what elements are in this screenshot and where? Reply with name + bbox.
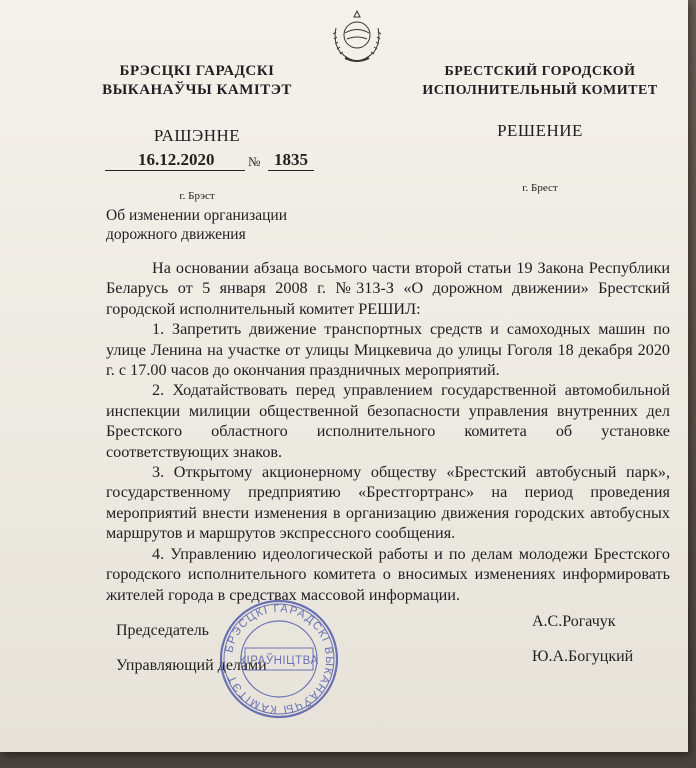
stamp-center-text: КІРАЎНІЦТВА <box>239 655 319 667</box>
manager-title: Управляющий делами <box>116 657 267 674</box>
clause-2-paragraph: 2. Ходатайствовать перед управлением государственной автомобильной инспекции милиции общественной безопасности управления внутренних дел Брестского областного исполнительного комитета об установке соответствующих знаков. <box>106 381 670 461</box>
clause-3-paragraph: 3. Открытому акционерному обществу «Брестский автобусный парк», государственному предприятию «Брестгортранс» на период проведения мероприятий внести изменения в организацию движения городских автобусных маршрутов и маршрутов экспрессного сообщения. <box>106 463 670 543</box>
number-sign: № <box>248 154 261 169</box>
coat-of-arms-icon <box>328 8 386 66</box>
org-name-russian <box>410 62 670 100</box>
document-body <box>106 258 670 605</box>
place-belarusian: г. Брэст <box>179 190 215 202</box>
place-russian: г. Брест <box>522 182 558 194</box>
org-name-be-line2: ВЫКАНАЎЧЫ КАМІТЭТ <box>102 82 292 98</box>
document-subject <box>106 206 366 244</box>
chair-title: Председатель <box>116 622 209 639</box>
date-field <box>105 150 245 171</box>
doc-type-belarusian: РАШЭННЕ <box>153 126 241 145</box>
number-field <box>268 150 314 171</box>
doc-type-russian: РЕШЕНИЕ <box>497 121 583 140</box>
manager-name: Ю.А.Богуцкий <box>532 648 634 665</box>
org-name-be-line1: БРЭСЦКІ ГАРАДСКІ <box>119 63 275 79</box>
org-name-ru-line2: ИСПОЛНИТЕЛЬНЫЙ КОМИТЕТ <box>422 83 658 98</box>
subject-line1: Об изменении организации <box>106 207 287 224</box>
chair-name: А.С.Рогачук <box>532 613 616 630</box>
date-value: 16.12.2020 <box>138 150 215 169</box>
subject-line2: дорожного движения <box>106 226 246 243</box>
clause-4-paragraph: 4. Управлению идеологической работы и по делам молодежи Брестского городского исполнительного комитета о вносимых изменениях информировать жителей города в средствах массовой информации. <box>106 544 670 604</box>
clause-1-paragraph: 1. Запретить движение транспортных средств и самоходных машин по улице Ленина на участке от улицы Мицкевича до улицы Гоголя 18 декабря 2020 г. с 17.00 часов до окончания праздничных мероприятий. <box>106 320 670 380</box>
org-name-ru-line1: БРЕСТСКИЙ ГОРОДСКОЙ <box>444 64 636 79</box>
number-value: 1835 <box>274 150 308 169</box>
org-name-belarusian <box>92 62 302 100</box>
stamp-ring-text: БРЭСЦКІ ГАРАДСКІ ВЫКАНАЎЧЫ КАМІТЭТ <box>223 602 336 716</box>
preamble-paragraph: На основании абзаца восьмого части второй статьи 19 Закона Республики Беларусь от 5 января 2008 г. №313-З «О дорожном движении» Брестский городской исполнительный комитет РЕШИЛ: <box>106 259 670 318</box>
